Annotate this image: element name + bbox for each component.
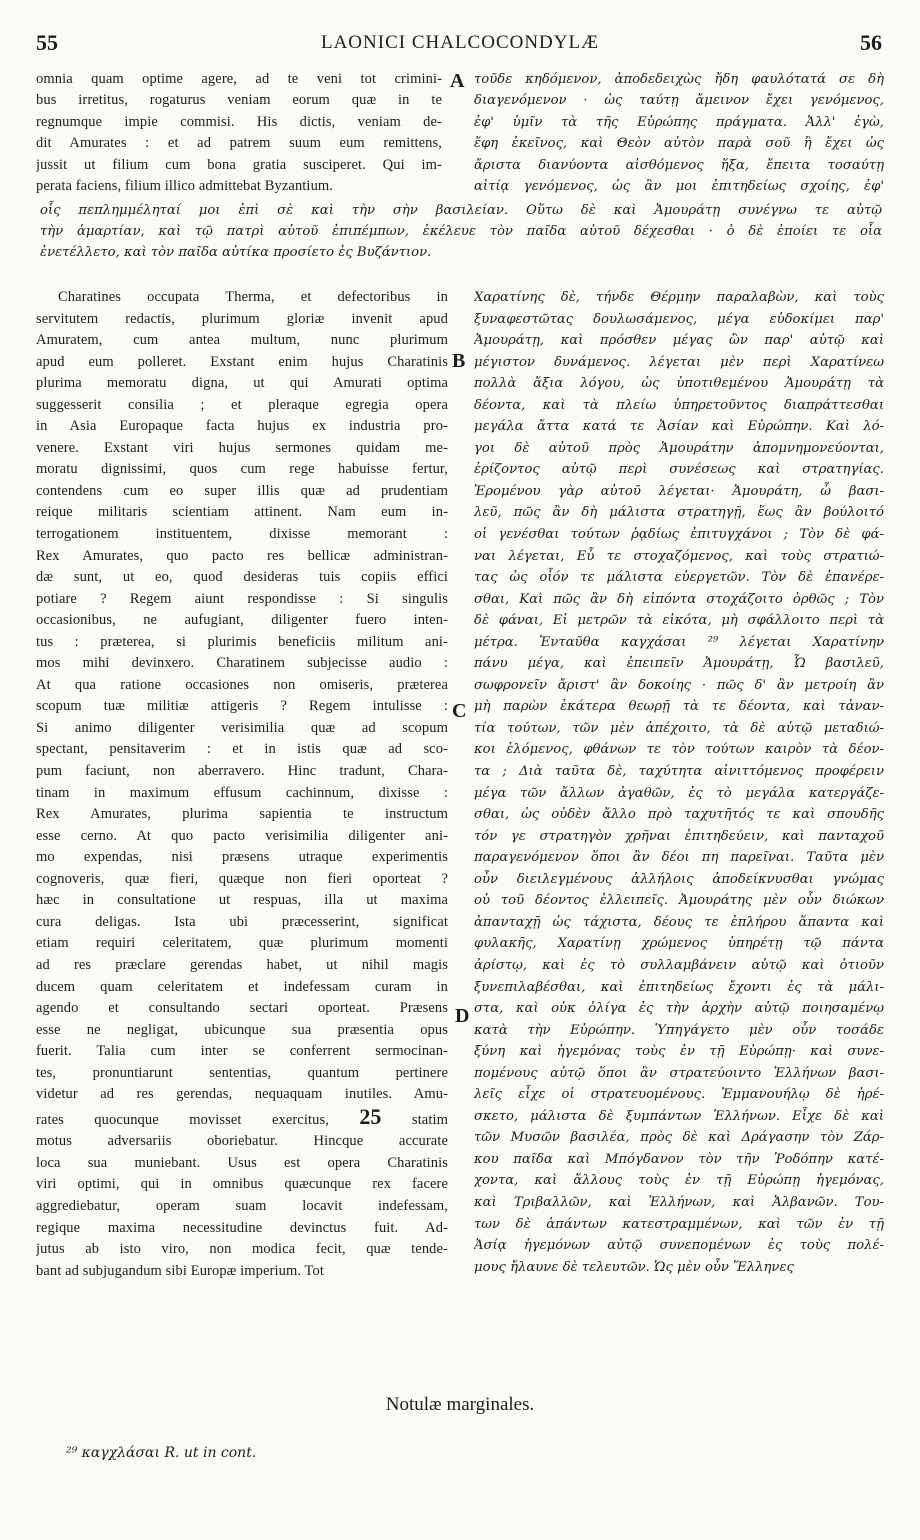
text-line: ἔφη ἐκεῖνος, καὶ Θεὸν αὐτὸν παρὰ σοῦ ἢ ἔχει ὡς xyxy=(474,136,884,152)
text-line: παραγενόμενον ὅποι ἂν δέοι πη παρεῖναι. Ταῦτα μὲν xyxy=(474,850,884,866)
text-line: Charatines occupata Therma, et defectoribus in xyxy=(58,289,448,305)
text-line: οὐ τοῦ δέοντος ἐλλειπεῖς. Ἀμουράτης μὲν οὖν διώκων xyxy=(474,893,884,909)
text-line: μέτρα. Ἐνταῦθα καγχάσαι ²⁹ λέγεται Χαρατίνην xyxy=(474,634,884,650)
text-line: ad res præclare gerendas habet, ut nihil magis xyxy=(36,956,448,973)
text-line: motus adversariis oboriebatur. Hincque accurate xyxy=(36,1133,448,1150)
text-line: perata faciens, filium illico admittebat Byzantium. xyxy=(36,178,334,195)
text-line: mo expendas, nisi præsens utraque experimentis xyxy=(36,849,448,866)
text-line: ἐνετέλλετο, καὶ τὸν παῖδα αὐτίκα προσίετο ἐς Βυζάντιον. xyxy=(40,245,432,260)
text-line: ἀπανταχῇ ὡς τάχιστα, δέους τε ἐπλήρου ἅπαντα καὶ xyxy=(474,914,884,930)
text-line: esse cerno. At quo pacto verisimilia diligenter ani- xyxy=(36,827,448,844)
text-line: suggesserit consilia ; et pleraque egregia opera xyxy=(36,396,448,413)
text-line: λεῦ, πῶς ἂν δὴ μάλιστα στρατηγῇ, ἕως ἂν βούλοιτό xyxy=(474,505,884,521)
text-line: στα, καὶ οὐκ ὀλίγα ἐς τὴν ἀρχὴν αὐτῷ ποιησαμένῳ xyxy=(474,1001,884,1017)
text-line: δέοντα, καὶ τὰ πλείω ὑπηρετοῦντος διαπράττεσθαι xyxy=(474,397,884,413)
text-line: fuerit. Talia cum inter se conferrent sermocinan- xyxy=(36,1043,448,1060)
text-line: dit Amurates : et ad patrem suum eum remittens, xyxy=(36,135,442,152)
text-line: τόν γε στρατηγὸν χρῆναι ἐπιτηδεύειν, καὶ πανταχοῦ xyxy=(474,828,884,844)
text-line: μέγα τῶν ἄλλων ἀγαθῶν, ἐς τὸ μεγάλα κατεργάζε- xyxy=(474,785,884,801)
text-line: At qua ratione occasiones non omiseris, præterea xyxy=(36,676,448,693)
text-line: in Asia Europaque facta hujus ex industria pro- xyxy=(36,418,448,435)
text-line: Ἀσίᾳ ἡγεμόνων αὐτῷ συνεπομένων ἐς τοὺς πολέ- xyxy=(474,1238,884,1254)
text-line: bus irretitus, rogaturus veniam eorum quæ in te xyxy=(36,92,442,109)
text-line: λεῖς εἶχε οἱ στρατευομένους. Ἐμμανουήλῳ δὲ ἠρέ- xyxy=(474,1087,884,1103)
margin-marker-c: C xyxy=(452,700,467,722)
text-line: δὲ φάναι, Εἰ μετρῶν τὰ εἰκότα, μὴ σφάλλοιτο περὶ τὰ xyxy=(474,613,884,629)
text-line: regnumque impie commisi. His dictis, veniam de- xyxy=(36,113,442,130)
text-line: potiare ? Regem aiunt respondisse : Si singulis xyxy=(36,590,448,607)
text-line: tus : præterea, si plurimis beneficiis militum ani- xyxy=(36,633,448,650)
text-line: καὶ Τριβαλλῶν, καὶ Ἑλλήνων, καὶ Ἀλβανῶν. Του- xyxy=(474,1194,884,1210)
text-line: πομένους αὐτῷ ὅποι ἂν στρατεύοιντο Ἑλλήνων βασι- xyxy=(474,1065,884,1081)
text-line: viri optimi, qui in omnibus quæcunque rex facere xyxy=(36,1176,448,1193)
text-line: Rex Amurates, quo pacto res bellicæ administran- xyxy=(36,547,448,564)
text-line: agendo et consultando sectari oporteat. Præsens xyxy=(36,1000,448,1017)
text-line: Amuratem, cum antea multum, nunc plurimum xyxy=(36,332,448,349)
section-number: 25 xyxy=(359,1105,382,1129)
text-line: tinam in maximum effusum cachinnum, dixisse : xyxy=(36,784,448,801)
text-line: τοῦδε κηδόμενον, ἀποδεδειχὼς ἤδη φαυλότατά σε δὴ xyxy=(474,72,884,87)
text-line: cura deligas. Ista ubi præcesserint, significat xyxy=(36,913,448,930)
text-segment: statim xyxy=(381,1111,448,1128)
text-line: pum faciunt, non aberravero. Hinc tradunt, Chara- xyxy=(36,763,448,780)
text-line: ἀρίστῳ, καὶ ἐς τὸ συλλαμβάνειν αὐτῷ καὶ ὁτιοῦν xyxy=(474,957,884,973)
text-line: τία τούτων, τῶν μὲν ἀπέχοιτο, τὰ δὲ αὐτῷ μεταδιώ- xyxy=(474,720,884,736)
text-line: αἰτίᾳ γενόμενος, ὡς ἂν μοι ἐπιτηδείως σχοίης, ἐφ' xyxy=(474,179,884,195)
text-line: omnia quam optime agere, ad te veni tot crimini- xyxy=(36,71,442,87)
text-line: etiam requiri celeritatem, quæ plurimum momenti xyxy=(36,935,448,952)
text-line: μὴ παρὼν ἑκάτερα θεωρῇ τὰ τε δέοντα, καὶ τἀναν- xyxy=(474,699,884,715)
text-line: μέγιστον δυνάμενος. λέγεται μὲν περὶ Χαρατίνεω xyxy=(474,354,884,370)
text-line: dæ sunt, ut eo, quod desideras tuis copiis effici xyxy=(36,569,448,586)
text-line xyxy=(36,1106,448,1132)
top-greek-column xyxy=(474,69,884,197)
page-number-left: 55 xyxy=(36,30,58,55)
running-title: LAONICI CHALCOCONDYLÆ xyxy=(320,32,600,53)
text-line: χοντα, καὶ ἄλλους τοὺς ἐν τῇ Εὐρώπῃ ἡγεμόνας, xyxy=(474,1173,884,1189)
text-line: servitutem redactis, plurimum gloriæ invenit apud xyxy=(36,310,448,327)
text-line: μεγάλα ἄττα κατά τε Ἀσίαν καὶ Εὐρώπην. Καὶ λό- xyxy=(474,419,884,435)
text-line: hæc in consultatione ut respuas, illa ut maxima xyxy=(36,892,448,909)
top-latin-column xyxy=(36,69,442,197)
text-line: spectant, pensitaverim : et in istis quæ ad sco- xyxy=(36,741,448,758)
text-line: σθαι, ὡς οὐδὲν ἄλλο πρὸ ταχυτῆτός τε καὶ σπουδῆς xyxy=(474,807,884,823)
text-line: videtur ad res gerendas, nequaquam inutiles. Amu- xyxy=(36,1086,448,1103)
text-line: ἄριστα διανύοντα αἰσθόμενος ἥξα, ἔπειτα τοσαύτῃ xyxy=(474,157,884,173)
margin-marker-b: B xyxy=(452,350,466,372)
text-line: jutus ab isto viro, non modica fecit, quæ tende- xyxy=(36,1241,448,1258)
text-line: σθαι, Καὶ πῶς ἂν δὴ εἰπόντα στοχάζοιτο ὀρθῶς ; Τὸν xyxy=(474,591,884,607)
text-line: τας ὡς οἷόν τε μάλιστα εὐεργετῶν. Τὸν δὲ ἐπανέρε- xyxy=(474,570,884,586)
text-line: Si animo diligenter verisimilia quæ ad scopum xyxy=(36,719,448,736)
page-number-right: 56 xyxy=(860,30,882,55)
text-line: οἷς πεπλημμέληταί μοι ἐπὶ σὲ καὶ τὴν σὴν βασιλείαν. Οὕτω δὲ καὶ Ἀμουράτῃ συνέγνω τε αὐτῷ xyxy=(40,203,882,218)
text-line: κοι ἑλόμενος, φθάνων τε τὸν τούτων καιρὸν τὰ δέον- xyxy=(474,742,884,758)
text-line: οἱ γενέσθαι τούτων ῥᾳδίως ἐπιτυγχάνοι ; Τὸν δὲ φά- xyxy=(474,527,884,543)
text-line: ducem quam celeritatem et indefessam curam in xyxy=(36,978,448,995)
text-line: οὖν διειλεγμένους ἀλλήλοις ἀποδείκνυσθαι γνώμας xyxy=(474,871,884,887)
text-line: esse ne negligat, ubicunque sua præsentia opus xyxy=(36,1021,448,1038)
text-line: aggrediebatur, operam suam locavit indefessam, xyxy=(36,1197,448,1214)
margin-marker-d: D xyxy=(455,1005,470,1027)
text-line: σκετο, μάλιστα δὲ ξυμπάντων Ἑλλήνων. Εἶχε δὲ καὶ xyxy=(474,1108,884,1124)
text-line: loca sua muniebant. Usus est opera Charatinis xyxy=(36,1154,448,1171)
latin-column xyxy=(36,287,448,1282)
margin-marker-a: A xyxy=(450,70,465,92)
text-line: ξύνη καὶ ἡγεμόνας τοὺς ἐν τῇ Εὐρώπῃ· καὶ συνε- xyxy=(474,1044,884,1060)
greek-column xyxy=(474,287,884,1278)
text-line: φυλακῆς, Χαρατίνῃ χρώμενος ὑπηρέτῃ τῷ πάντα xyxy=(474,936,884,952)
text-line: scopum tuæ militiæ attigeris ? Regem intulisse : xyxy=(36,698,448,715)
text-line: plurima memoratu digna, ut qui Amurati optima xyxy=(36,375,448,392)
text-line: occasionibus, ne aufugiant, diligenter fuero inten- xyxy=(36,612,448,629)
text-line: σωφρονεῖν ἄριστ' ἂν δοκοίης · πῶς δ' ἂν μετροίη ἂν xyxy=(474,677,884,693)
text-line: κατὰ τὴν Εὐρώπην. Ὑπηγάγετο μὲν οὖν τοσάδε xyxy=(474,1022,884,1038)
text-line: moratu dignissimi, quos cum rege habuisse fertur, xyxy=(36,461,448,478)
text-line: Χαρατίνης δὲ, τήνδε Θέρμην παραλαβὼν, καὶ τοὺς xyxy=(474,290,884,305)
page-header xyxy=(0,30,920,62)
text-line: contendens cum eo super illis quæ ad prudentiam xyxy=(36,482,448,499)
text-line: ξυναφεστῶτας δουλωσάμενος, μέγα εὐδοκίμει παρ' xyxy=(474,311,884,327)
text-line: cognoveris, quæ fieri, quæque non fieri oporteat ? xyxy=(36,870,448,887)
text-line: τα ; Διὰ ταῦτα δὲ, ταχύτητα αἰνιττόμενος προφέρειν xyxy=(474,764,884,780)
footnote: ²⁹ καγχλάσαι R. ut in cont. xyxy=(66,1445,257,1461)
text-line: τῶν Μυσῶν βασιλέα, πρὸς δὲ καὶ Δράγασην τὸν Ζάρ- xyxy=(474,1130,884,1146)
text-line: πάνυ μέγα, καὶ ἐπειπεῖν Ἀμουράτῃ, Ὦ βασιλεῦ, xyxy=(474,656,884,672)
text-line: apud eum polleret. Exstant enim hujus Charatinis xyxy=(36,353,448,370)
text-line: jussit ut filium cum bona gratia susciperet. Qui im- xyxy=(36,156,442,173)
text-line: Rex Amurates, plurima sapientia te instructum xyxy=(36,806,448,823)
text-line: bant ad subjugandum sibi Europæ imperium. Tot xyxy=(36,1262,324,1279)
text-line: venere. Exstant viri hujus sermones quidam me- xyxy=(36,439,448,456)
text-segment: rates quocunque movisset exercitus, xyxy=(36,1111,360,1128)
text-line: κου παῖδα καὶ Μπόγδανον τὸν τῆν Ῥοδόπην κατέ- xyxy=(474,1151,884,1167)
text-line: τὴν ἁμαρτίαν, καὶ τῷ πατρὶ αὐτοῦ ἐπιπέμπων, ἐκέλευε τὸν παῖδα αὐτοῦ δέχεσθαι · ὁ δὲ ἐποίει τε οἷα xyxy=(40,224,882,239)
text-line: reique militaris scientiam attinent. Nam eum in- xyxy=(36,504,448,521)
notulae-title: Notulæ marginales. xyxy=(385,1394,535,1415)
text-line: μους ἤλαυνε δὲ τελευτῶν. Ὡς μὲν οὖν Ἕλληνες xyxy=(474,1259,794,1275)
text-line: ἐφ' ὑμῖν τὰ τῆς Εὐρώπης πράγματα. Ἀλλ' ἐγὼ, xyxy=(474,114,884,130)
text-line: mos mihi devinxero. Charatinem subjecisse audio : xyxy=(36,655,448,672)
text-line: πολλὰ ἄξια λόγου, ὡς ὑποτιθεμένου Ἀμουράτῃ τὰ xyxy=(474,376,884,392)
wide-greek-paragraph xyxy=(40,200,882,263)
text-line: Ἀμουράτῃ, καὶ πρόσθεν μέγας ὢν παρ' αὐτῷ καὶ xyxy=(474,333,884,349)
text-line: ξυνεπιλαβέσθαι, καὶ ἐπιτηδείως ἔχοντι ἐς τὰ μάλι- xyxy=(474,979,884,995)
text-line: regique maxima necessitudine devinctus fuit. Ad- xyxy=(36,1219,448,1236)
text-line: των δὲ ἁπάντων κατεστραμμένων, καὶ τῶν ἐν τῇ xyxy=(474,1216,884,1232)
text-line: γοι δὲ αὐτοῦ πρὸς Ἀμουράτην ἀπομνημονεύονται, xyxy=(474,440,884,456)
text-line: terrogationem instituentem, dixisse memorant : xyxy=(36,526,448,543)
text-line: διαγενόμενον · ὡς ταύτῃ ἄμεινον ἔχει γενόμενος, xyxy=(474,93,884,109)
text-line: ναι λέγεται, Εὖ τε στοχαζόμενος, καὶ τοὺς στρατιώ- xyxy=(474,548,884,564)
text-line: Ἐρομένου γὰρ αὐτοῦ λέγεται· Ἀμουράτη, ὦ βασι- xyxy=(474,483,884,499)
text-line: tes, pronuntiarunt sententias, quantum pertinere xyxy=(36,1064,448,1081)
text-line: ἐρίζοντος αὐτῷ περὶ συνέσεως καὶ στρατηγίας. xyxy=(474,462,884,478)
